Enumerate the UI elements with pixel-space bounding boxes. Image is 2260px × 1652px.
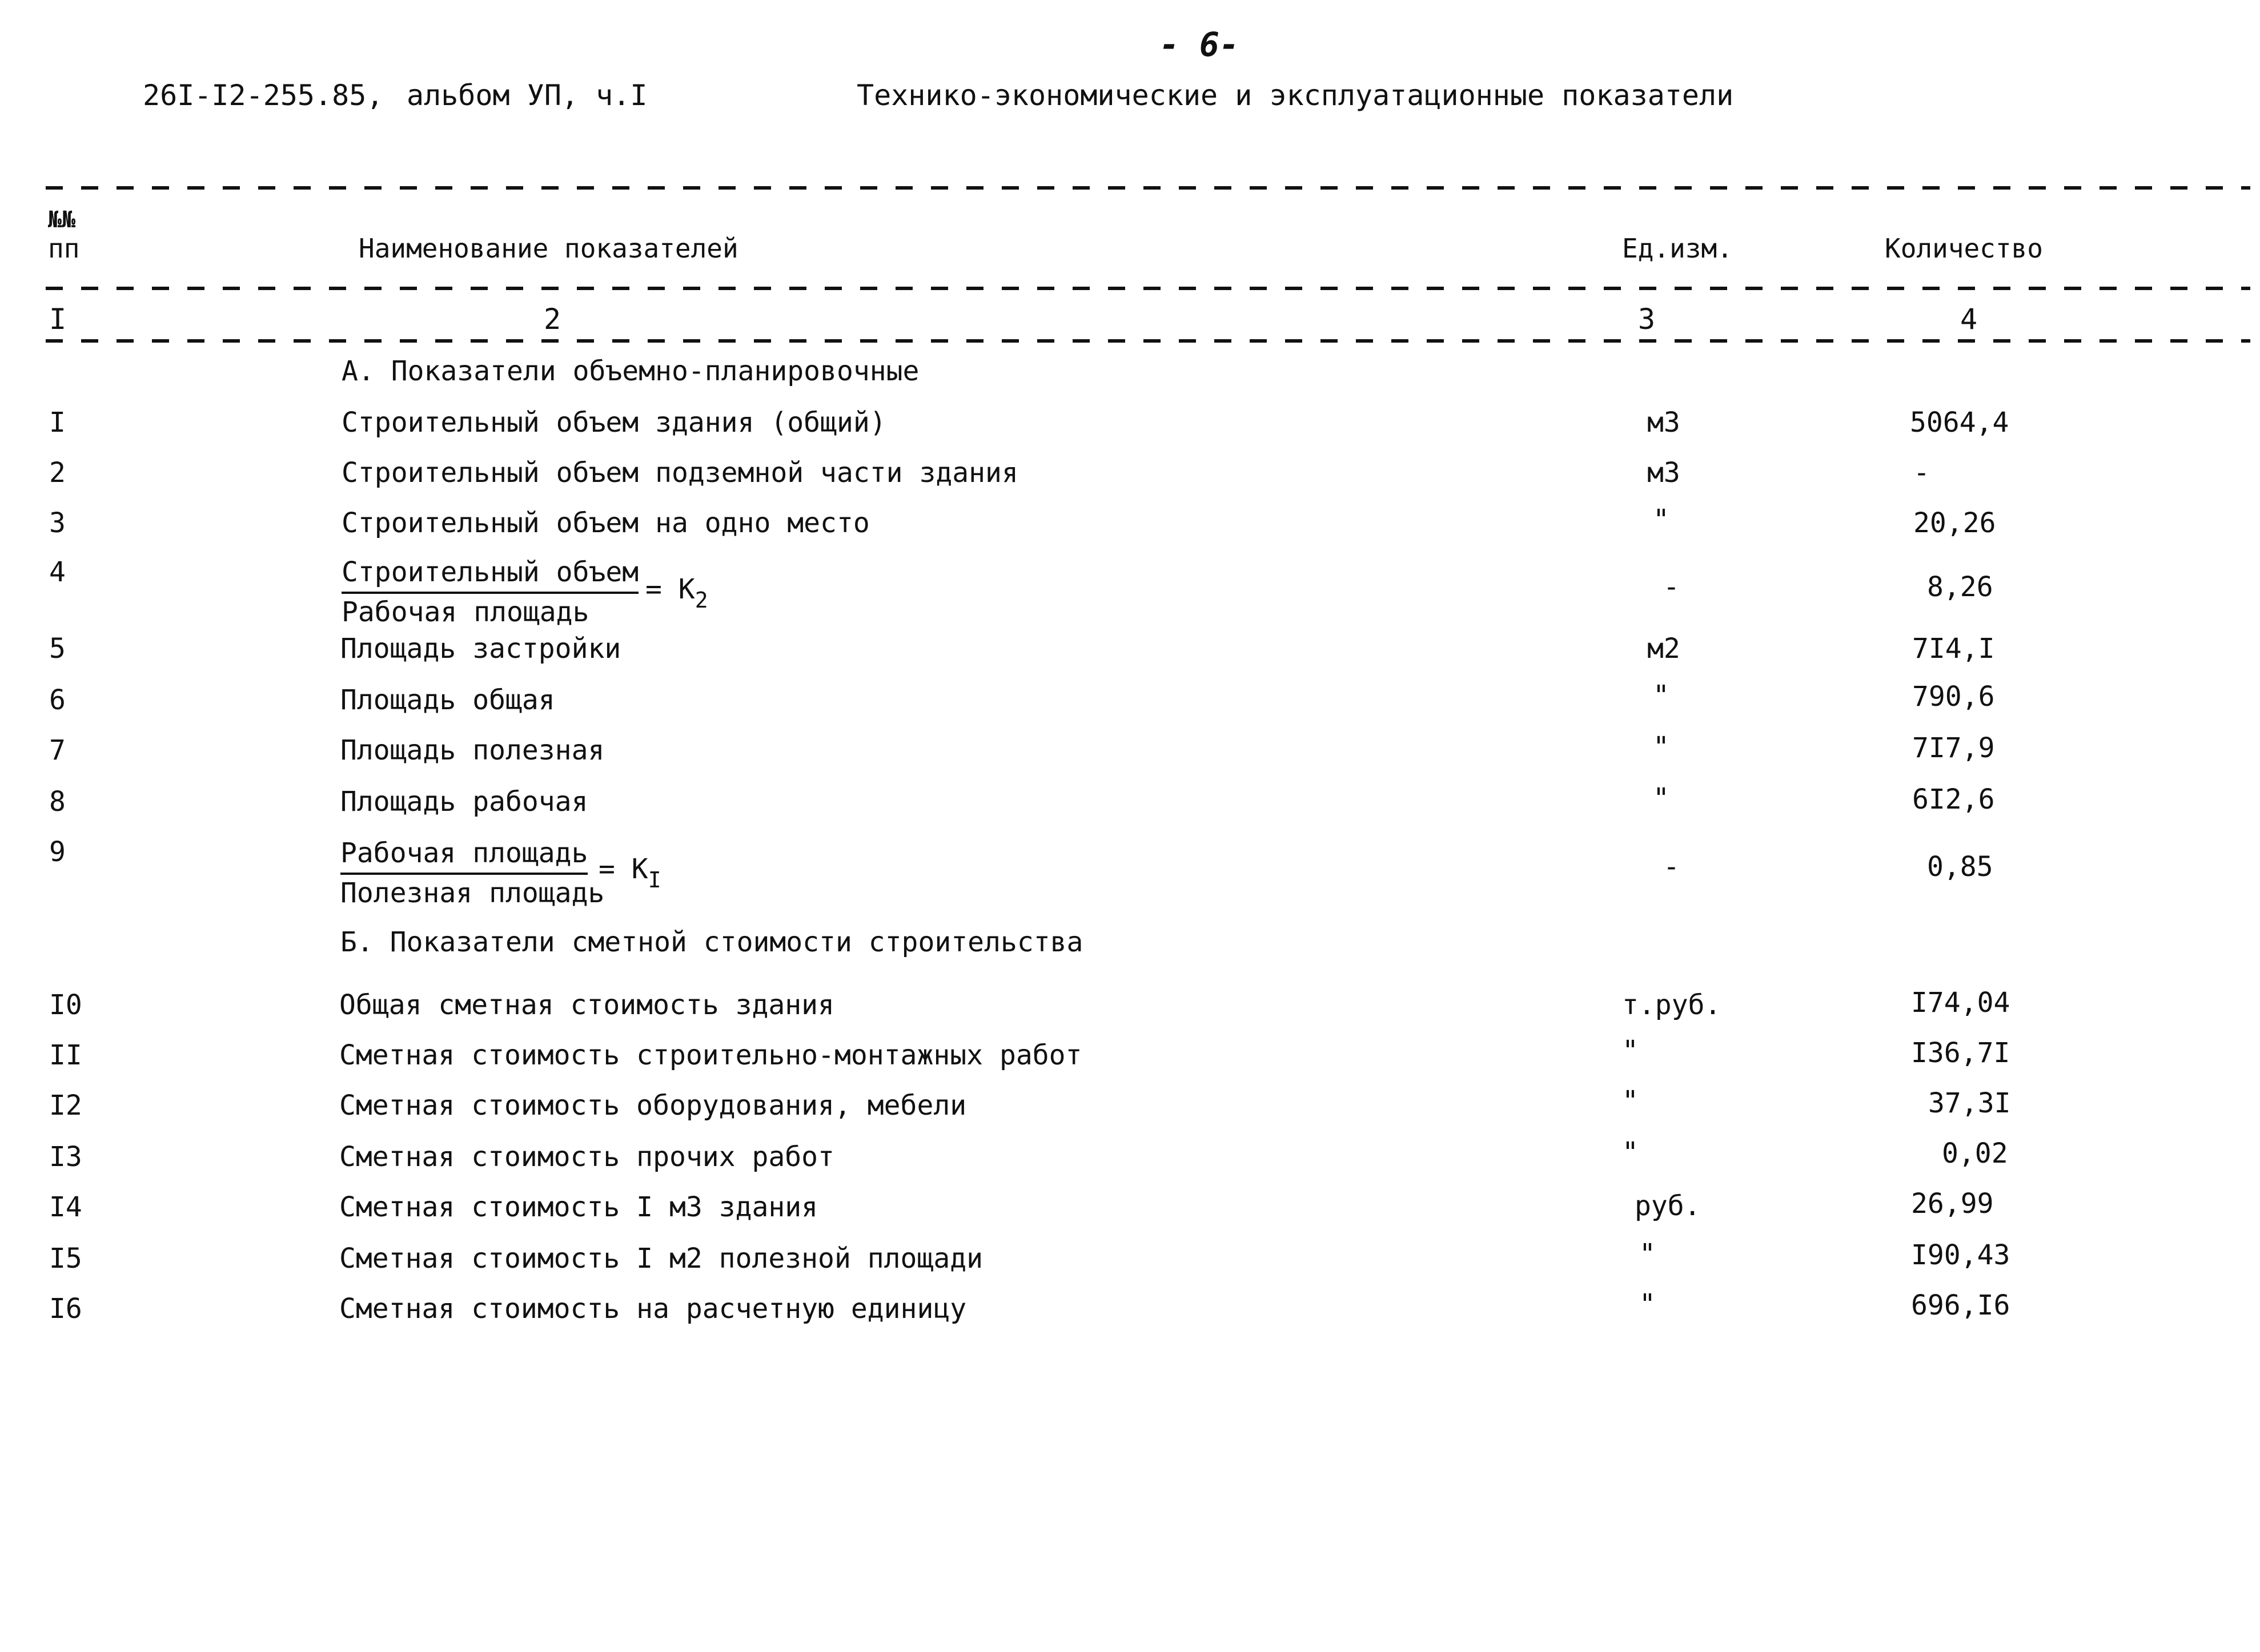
row-number: 3: [49, 507, 66, 539]
row-name: Площадь застройки: [340, 633, 621, 665]
row-quantity: I90,43: [1911, 1239, 2010, 1271]
row-unit: ": [1653, 680, 1669, 712]
coefficient-expression: [645, 573, 708, 613]
row-quantity: 6I2,6: [1912, 783, 1995, 815]
document-title: Технико-экономические и эксплуатационные показатели: [857, 79, 1734, 112]
row-unit: м2: [1647, 633, 1680, 665]
section-b-heading: Б. Показатели сметной стоимости строительства: [340, 926, 1083, 958]
row-quantity: 696,I6: [1911, 1289, 2010, 1321]
row-unit: руб.: [1635, 1190, 1701, 1222]
row-name: Сметная стоимость оборудования, мебели: [339, 1090, 967, 1122]
row-unit: ": [1653, 504, 1669, 536]
row-quantity: 7I7,9: [1912, 732, 1995, 764]
row-name: Сметная стоимость на расчетную единицу: [339, 1293, 967, 1325]
row-quantity: 37,3I: [1928, 1087, 2011, 1119]
row-number: II: [49, 1039, 82, 1071]
row-quantity: I74,04: [1911, 987, 2010, 1019]
document-code: 26I-I2-255.85,: [143, 79, 384, 112]
row-number: I2: [49, 1090, 82, 1122]
row-name: Общая сметная стоимость здания: [339, 989, 834, 1021]
table-top-rule: [46, 186, 2250, 190]
row-fraction: [342, 554, 639, 630]
album-label: альбом УП, ч.I: [407, 79, 648, 112]
coefficient-subscript: 2: [695, 588, 708, 613]
row-number: 2: [49, 457, 66, 489]
fraction-denominator: Рабочая площадь: [342, 596, 589, 628]
row-number: 4: [49, 556, 66, 588]
column-name-header: Наименование показателей: [359, 233, 738, 264]
row-unit: ": [1639, 1238, 1656, 1270]
row-quantity: 5064,4: [1910, 407, 2009, 439]
row-fraction: [340, 835, 604, 911]
coefficient-expression: [599, 853, 661, 893]
coefficient-symbol: = K: [599, 853, 648, 885]
row-name: Сметная стоимость I м2 полезной площади: [339, 1243, 984, 1275]
row-name: Площадь полезная: [340, 734, 605, 766]
row-name: Сметная стоимость строительно-монтажных работ: [339, 1039, 1082, 1071]
row-unit: т.руб.: [1622, 989, 1721, 1021]
row-name: Сметная стоимость I м3 здания: [339, 1191, 818, 1223]
row-unit: м3: [1647, 407, 1680, 439]
coefficient-symbol: = K: [645, 573, 695, 605]
row-name: Сметная стоимость прочих работ: [339, 1141, 834, 1173]
column-number-header-line2: пп: [48, 233, 80, 264]
row-quantity: 790,6: [1912, 681, 1995, 713]
row-number: 7: [49, 734, 66, 766]
row-unit: ": [1653, 782, 1669, 814]
column-unit-header: Ед.изм.: [1622, 233, 1733, 264]
row-number: I4: [49, 1191, 82, 1223]
row-number: I5: [49, 1243, 82, 1275]
row-unit: м3: [1647, 457, 1680, 489]
row-number: I0: [49, 989, 82, 1021]
header-divider-rule: [46, 287, 2250, 290]
row-unit: -: [1663, 571, 1680, 603]
page-number: - 6-: [1159, 25, 1239, 64]
row-number: 6: [49, 684, 66, 716]
row-number: I: [49, 407, 66, 439]
fraction-denominator: Полезная площадь: [340, 877, 605, 909]
row-unit: ": [1622, 1035, 1639, 1067]
row-number: 5: [49, 633, 66, 665]
column-number-4: 4: [1960, 303, 1978, 336]
row-name: Строительный объем здания (общий): [342, 407, 886, 439]
column-number-header-line1: №№: [48, 207, 76, 233]
row-unit: ": [1639, 1288, 1656, 1320]
row-number: 9: [49, 836, 66, 868]
column-qty-header: Количество: [1885, 233, 2043, 264]
coefficient-subscript: I: [648, 867, 661, 893]
column-number-3: 3: [1638, 303, 1656, 336]
row-name: Площадь рабочая: [340, 786, 588, 818]
row-unit: ": [1622, 1136, 1639, 1168]
row-quantity: 7I4,I: [1912, 633, 1995, 665]
row-quantity: 26,99: [1911, 1188, 1994, 1220]
row-quantity: I36,7I: [1911, 1037, 2010, 1069]
row-unit: ": [1653, 731, 1669, 763]
row-quantity: -: [1913, 457, 1930, 489]
row-number: 8: [49, 786, 66, 818]
section-a-heading: А. Показатели объемно-планировочные: [342, 355, 920, 387]
row-unit: ": [1622, 1085, 1639, 1117]
row-number: I6: [49, 1293, 82, 1325]
row-name: Площадь общая: [340, 684, 555, 716]
row-number: I3: [49, 1141, 82, 1173]
row-unit: -: [1663, 851, 1680, 883]
row-quantity: 0,85: [1927, 851, 1993, 883]
column-numbers-rule: [46, 339, 2250, 343]
column-number-1: I: [49, 303, 67, 336]
row-quantity: 0,02: [1942, 1137, 2008, 1169]
row-name: Строительный объем подземной части здания: [342, 457, 1018, 489]
row-quantity: 20,26: [1913, 507, 1996, 539]
row-name: Строительный объем на одно место: [342, 507, 870, 539]
fraction-numerator: Строительный объем: [342, 554, 639, 594]
row-quantity: 8,26: [1927, 571, 1993, 603]
column-number-2: 2: [544, 303, 561, 336]
fraction-numerator: Рабочая площадь: [340, 835, 588, 875]
